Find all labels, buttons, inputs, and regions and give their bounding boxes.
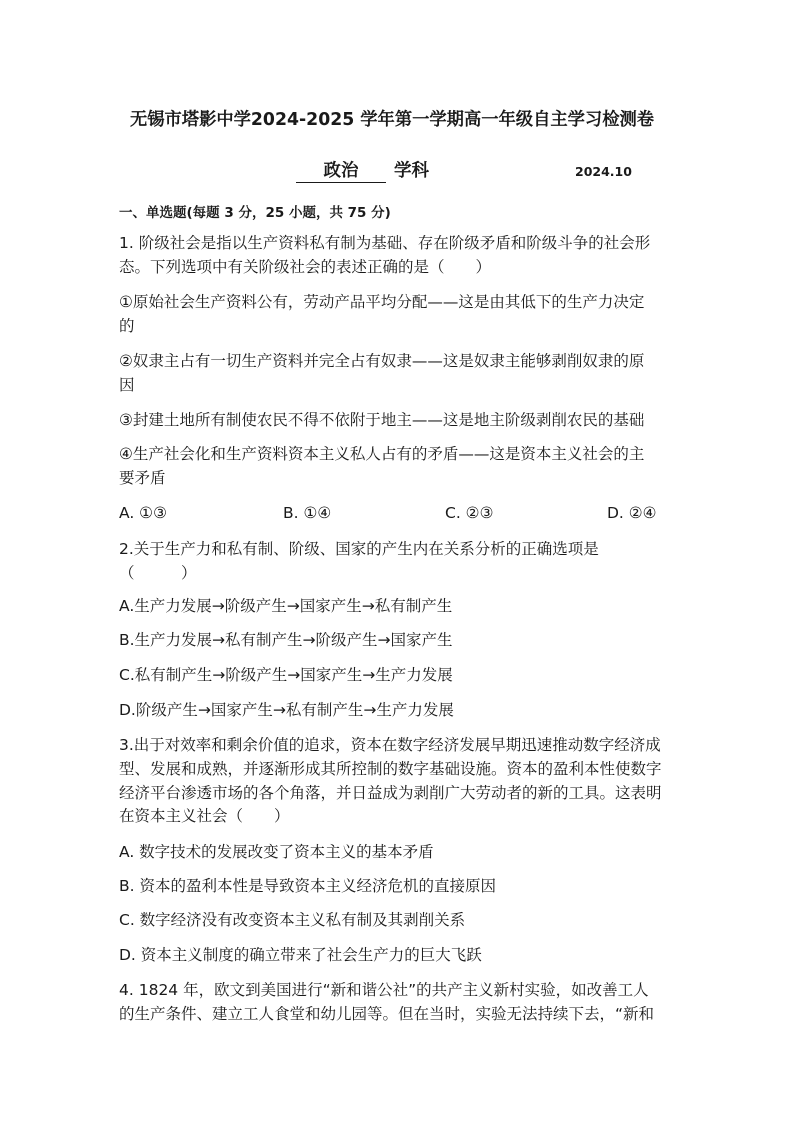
q2-option-d: D.阶级产生→国家产生→私有制产生→生产力发展 xyxy=(119,701,454,719)
q3-option-c: C. 数字经济没有改变资本主义私有制及其剥削关系 xyxy=(119,911,466,929)
q1-statement-4-line-2: 要矛盾 xyxy=(119,469,166,487)
q1-option-b: B. ①④ xyxy=(283,504,332,522)
q2-stem-line-2: （ ） xyxy=(119,564,197,582)
subject-name: 政治 xyxy=(296,160,386,183)
q1-option-c: C. ②③ xyxy=(445,504,494,522)
q3-stem-line-4: 在资本主义社会（ ） xyxy=(119,807,290,825)
subject-suffix: 学科 xyxy=(394,161,429,181)
q1-stem-line-1: 1. 阶级社会是指以生产资料私有制为基础、存在阶级矛盾和阶级斗争的社会形 xyxy=(119,234,651,252)
exam-title: 无锡市塔影中学2024-2025 学年第一学期高一年级自主学习检测卷 xyxy=(129,110,655,130)
q1-statement-1-line-2: 的 xyxy=(119,317,135,335)
q1-stem-line-2: 态。下列选项中有关阶级社会的表述正确的是（ ） xyxy=(119,258,492,276)
q1-statement-2-line-1: ②奴隶主占有一切生产资料并完全占有奴隶——这是奴隶主能够剥削奴隶的原 xyxy=(119,352,645,370)
q1-statement-1-line-1: ①原始社会生产资料公有，劳动产品平均分配——这是由其低下的生产力决定 xyxy=(119,293,645,311)
section-heading: 一、单选题(每题 3 分，25 小题，共 75 分) xyxy=(119,205,391,221)
q3-option-b: B. 资本的盈利本性是导致资本主义经济危机的直接原因 xyxy=(119,877,496,895)
q4-stem-line-1: 4. 1824 年，欧文到美国进行“新和谐公社”的共产主义新村实验，如改善工人 xyxy=(119,981,649,999)
q2-stem-line-1: 2.关于生产力和私有制、阶级、国家的产生内在关系分析的正确选项是 xyxy=(119,540,599,558)
q3-stem-line-3: 经济平台渗透市场的各个角落，并日益成为剥削广大劳动者的新的工具。这表明 xyxy=(119,784,662,802)
q3-option-d: D. 资本主义制度的确立带来了社会生产力的巨大飞跃 xyxy=(119,946,482,964)
q2-option-a: A.生产力发展→阶级产生→国家产生→私有制产生 xyxy=(119,597,453,615)
q1-statement-3: ③封建土地所有制使农民不得不依附于地主——这是地主阶级剥削农民的基础 xyxy=(119,411,645,429)
q1-statement-2-line-2: 因 xyxy=(119,376,135,394)
exam-date: 2024.10 xyxy=(575,164,632,179)
subject-row xyxy=(0,160,794,182)
q1-option-d: D. ②④ xyxy=(607,504,657,522)
q3-stem-line-1: 3.出于对效率和剩余价值的追求，资本在数字经济发展早期迅速推动数字经济成 xyxy=(119,736,661,754)
q3-stem-line-2: 型、发展和成熟，并逐渐形成其所控制的数字基础设施。资本的盈利本性使数字 xyxy=(119,760,662,778)
q2-option-b: B.生产力发展→私有制产生→阶级产生→国家产生 xyxy=(119,631,453,649)
q1-option-a: A. ①③ xyxy=(119,504,167,522)
q1-statement-4-line-1: ④生产社会化和生产资料资本主义私人占有的矛盾——这是资本主义社会的主 xyxy=(119,445,645,463)
q4-stem-line-2: 的生产条件、建立工人食堂和幼儿园等。但在当时，实验无法持续下去，“新和 xyxy=(119,1005,655,1023)
q2-option-c: C.私有制产生→阶级产生→国家产生→生产力发展 xyxy=(119,666,453,684)
q3-option-a: A. 数字技术的发展改变了资本主义的基本矛盾 xyxy=(119,843,434,861)
